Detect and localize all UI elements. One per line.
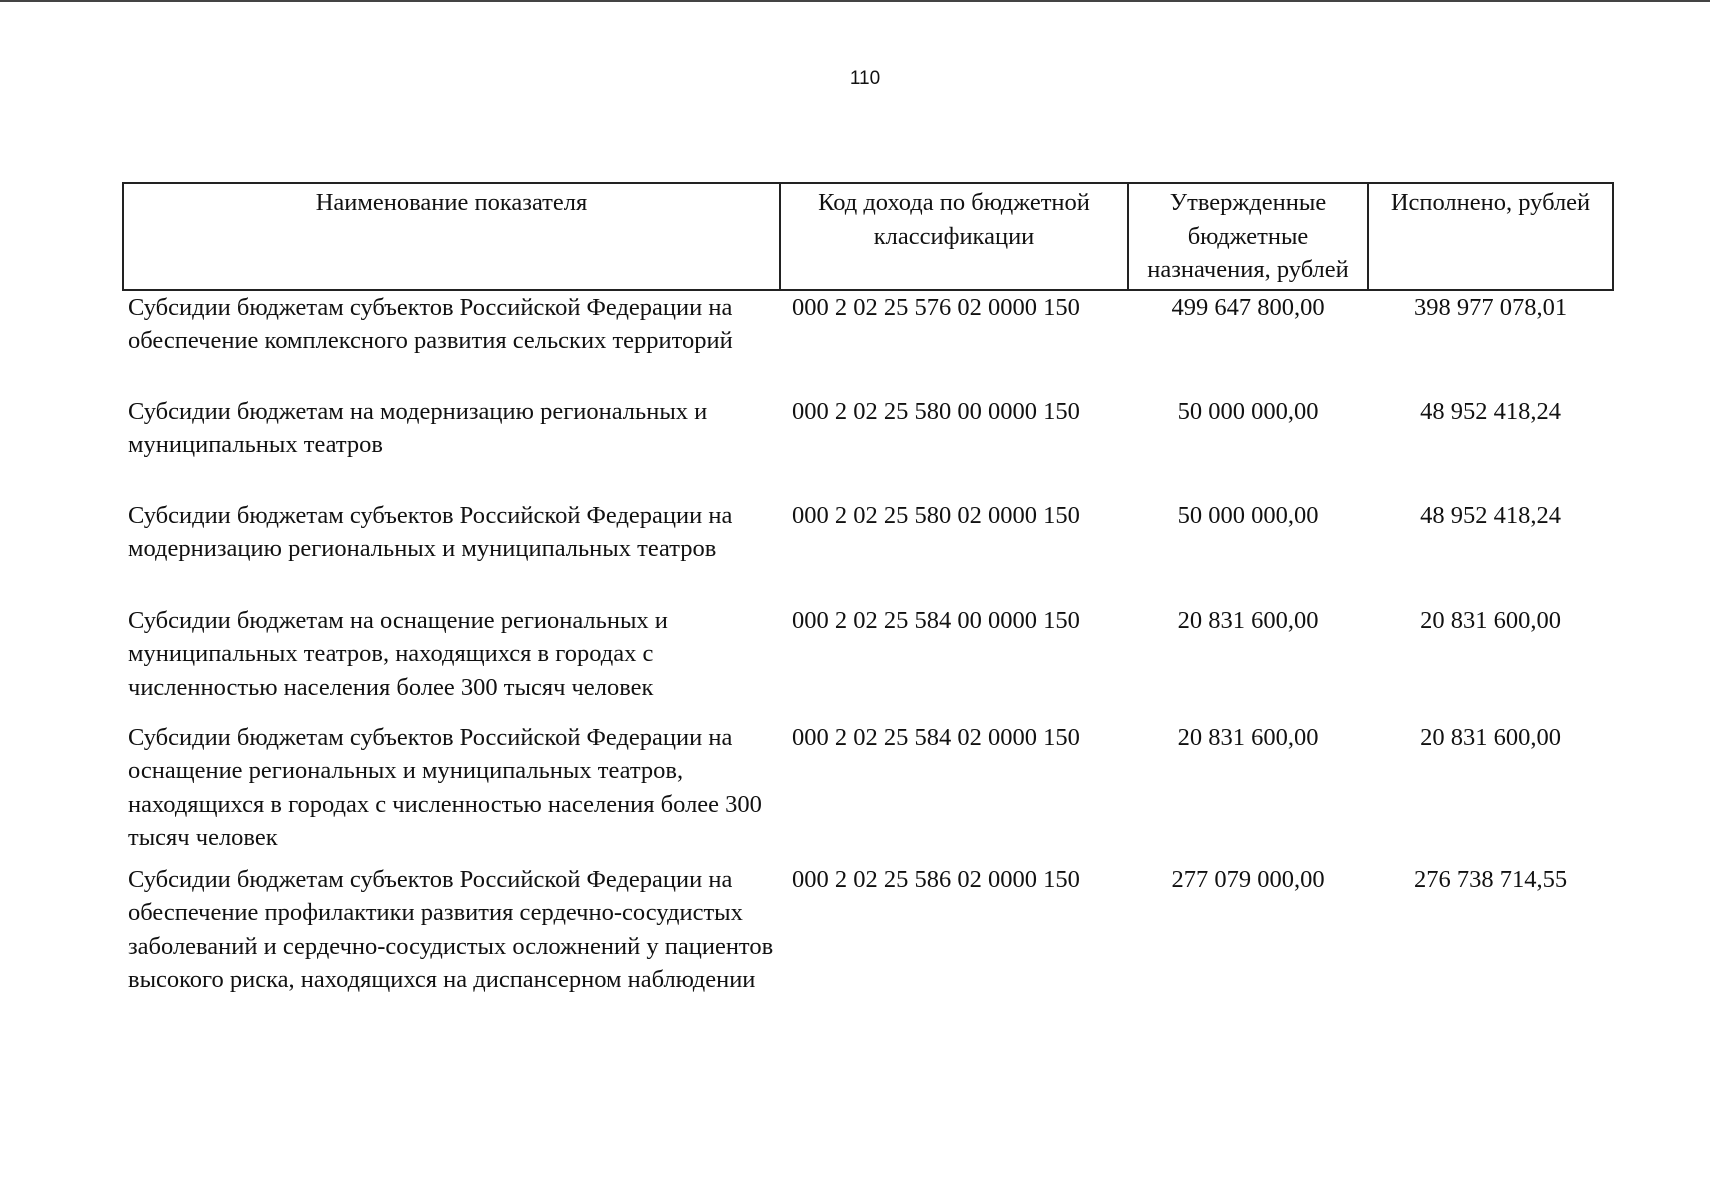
header-executed: Исполнено, рублей [1368, 183, 1613, 290]
table-row [123, 290, 1613, 395]
cell-executed: 48 952 418,24 [1420, 501, 1561, 529]
cell-executed: 398 977 078,01 [1413, 293, 1568, 321]
table-row [123, 863, 1613, 1033]
table-body [123, 290, 1613, 1033]
table-row [123, 499, 1613, 604]
table-header [123, 183, 1613, 290]
cell-code: 000 2 02 25 584 00 0000 150 [792, 606, 1080, 634]
header-indicator-name: Наименование показателя [123, 183, 780, 290]
top-edge-rule [0, 0, 1710, 2]
cell-approved: 50 000 000,00 [1177, 501, 1319, 529]
cell-code: 000 2 02 25 584 02 0000 150 [792, 723, 1080, 751]
cell-approved: 50 000 000,00 [1177, 397, 1319, 425]
header-revenue-code: Код дохода по бюджетной классификации [780, 183, 1128, 290]
page-number: 110 [849, 68, 881, 89]
cell-approved: 20 831 600,00 [1177, 606, 1319, 634]
cell-code: 000 2 02 25 580 00 0000 150 [792, 397, 1080, 425]
cell-code: 000 2 02 25 580 02 0000 150 [792, 501, 1080, 529]
header-approved: Утвержденные бюджетные назначения, рублей [1128, 183, 1368, 290]
table-row [123, 721, 1613, 863]
header-row [123, 183, 1613, 290]
table-row [123, 395, 1613, 499]
cell-executed: 20 831 600,00 [1420, 606, 1561, 634]
cell-name: Субсидии бюджетам субъектов Российской Федерации на обеспечение комплексного развития сельских территорий [128, 293, 733, 354]
cell-name: Субсидии бюджетам субъектов Российской Федерации на оснащение региональных и муниципальных театров, находящихся в городах с численностью населения более 300 тысяч человек [128, 723, 762, 851]
cell-name: Субсидии бюджетам субъектов Российской Федерации на модернизацию региональных и муниципальных театров [128, 501, 733, 562]
cell-name: Субсидии бюджетам на оснащение региональных и муниципальных театров, находящихся в городах с численностью населения более 300 тысяч человек [128, 606, 668, 701]
revenue-table [122, 182, 1614, 1033]
cell-code: 000 2 02 25 586 02 0000 150 [792, 865, 1080, 893]
cell-executed: 276 738 714,55 [1413, 865, 1568, 893]
cell-executed: 48 952 418,24 [1420, 397, 1561, 425]
table-row [123, 604, 1613, 721]
cell-approved: 20 831 600,00 [1177, 723, 1319, 751]
cell-approved: 277 079 000,00 [1171, 865, 1325, 893]
cell-name: Субсидии бюджетам на модернизацию региональных и муниципальных театров [128, 397, 708, 458]
cell-executed: 20 831 600,00 [1420, 723, 1561, 751]
cell-approved: 499 647 800,00 [1171, 293, 1325, 321]
cell-code: 000 2 02 25 576 02 0000 150 [792, 293, 1080, 321]
cell-name: Субсидии бюджетам субъектов Российской Федерации на обеспечение профилактики развития сердечно-сосудистых заболеваний и сердечно-сосудистых осложнений у пациентов высокого риска, находящихся на диспансерном наблюдении [128, 865, 774, 993]
